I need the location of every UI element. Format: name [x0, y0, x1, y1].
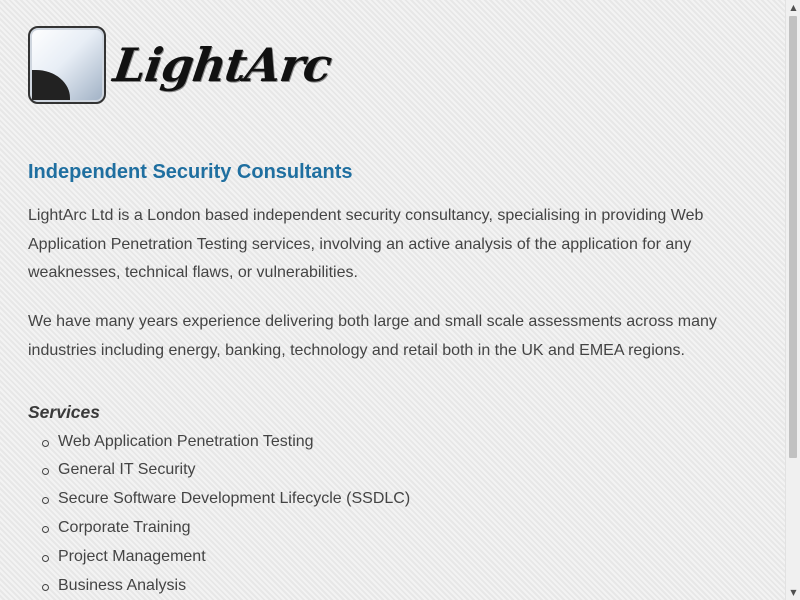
services-list	[28, 428, 728, 600]
chevron-down-icon[interactable]: ▼	[790, 588, 797, 597]
logo-icon	[28, 26, 106, 104]
service-item: Project Management	[58, 543, 728, 572]
site-logo[interactable]	[28, 26, 728, 104]
services-heading: Services	[28, 401, 101, 422]
logo-wordmark: LightArc	[110, 38, 335, 92]
logo-icon-shape	[32, 70, 70, 100]
service-item: Corporate Training	[58, 514, 728, 543]
service-item: Business Analysis	[58, 572, 728, 600]
intro-paragraph: LightArc Ltd is a London based independent security consultancy, specialising in providing Web Application Penetration Testing services, involving an active analysis of the application for any weaknesses, technical flaws, or vulnerabilities.	[28, 207, 704, 282]
service-item: General IT Security	[58, 456, 728, 485]
page-content	[28, 26, 728, 600]
vertical-scrollbar[interactable]	[785, 0, 800, 600]
chevron-up-icon[interactable]: ▲	[790, 3, 797, 12]
service-item: Web Application Penetration Testing	[58, 428, 728, 457]
page-heading: Independent Security Consultants	[28, 161, 353, 183]
service-item: Secure Software Development Lifecycle (SSDLC)	[58, 485, 728, 514]
scrollbar-thumb[interactable]	[789, 16, 797, 458]
experience-paragraph: We have many years experience delivering both large and small scale assessments across many industries including energy, banking, technology and retail both in the UK and EMEA regions.	[28, 313, 717, 359]
